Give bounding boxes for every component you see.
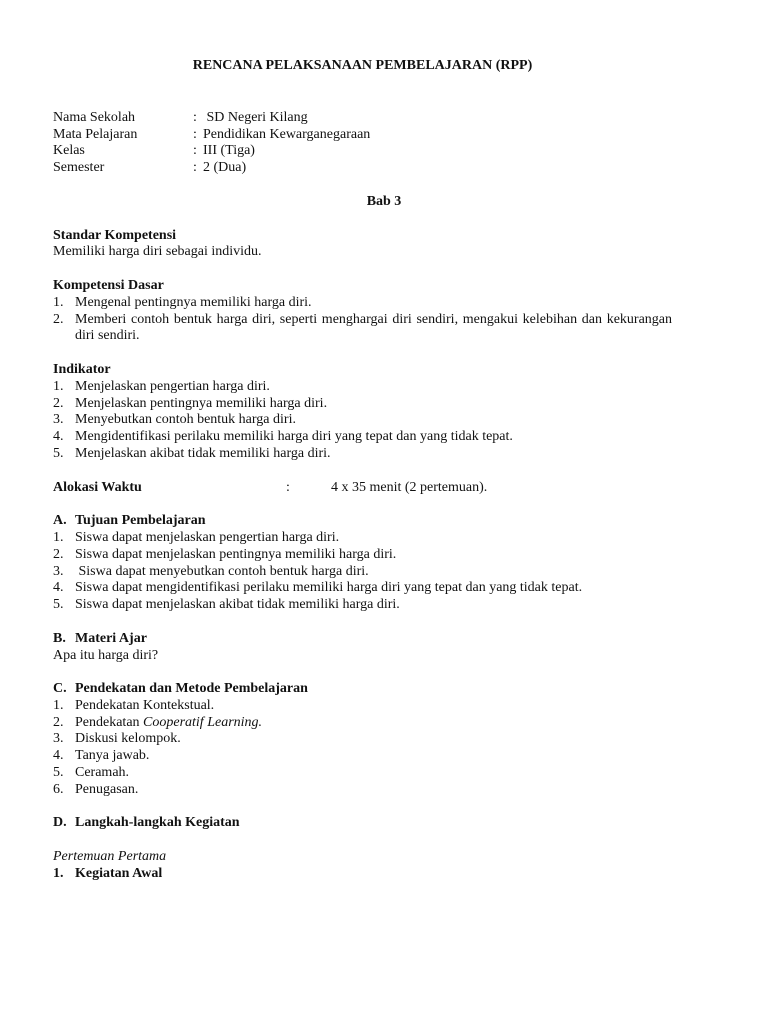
chapter-heading: Bab 3	[366, 193, 402, 209]
list-item	[53, 580, 672, 597]
list-text: Penugasan.	[75, 781, 139, 797]
kegiatan-awal-heading	[53, 866, 672, 883]
info-row-semester	[53, 160, 672, 177]
info-value: III (Tiga)	[203, 143, 255, 159]
list-number: 3.	[53, 563, 64, 579]
info-colon: :	[193, 143, 197, 159]
list-text: Diskusi kelompok.	[75, 731, 181, 747]
list-number: 6.	[53, 781, 64, 797]
list-item	[53, 446, 672, 463]
info-value: 2 (Dua)	[203, 160, 247, 176]
section-number: 1.	[53, 865, 64, 881]
list-text: Siswa dapat menjelaskan akibat tidak memiliki harga diri.	[75, 597, 400, 613]
materi-text: Apa itu harga diri?	[53, 647, 159, 663]
list-number: 5.	[53, 765, 64, 781]
tujuan-list	[53, 530, 672, 614]
list-item	[53, 379, 672, 396]
list-item	[53, 782, 672, 799]
standar-heading: Standar Kompetensi	[53, 227, 177, 243]
list-text: Menyebutkan contoh bentuk harga diri.	[75, 412, 296, 428]
indikator-heading: Indikator	[53, 361, 111, 377]
section-title: Langkah-langkah Kegiatan	[75, 815, 240, 831]
list-item	[53, 698, 672, 715]
list-text: Memberi contoh bentuk harga diri, seperti menghargai diri sendiri, mengakui kelebihan dan kekurangan diri sendiri.	[75, 311, 672, 344]
list-number: 4.	[53, 429, 64, 445]
list-item	[53, 765, 672, 782]
pendekatan-heading	[53, 681, 672, 698]
list-text: Ceramah.	[75, 765, 130, 781]
list-text	[75, 715, 672, 732]
list-number: 2.	[53, 395, 64, 411]
kompetensi-heading: Kompetensi Dasar	[53, 277, 164, 293]
list-text: Pendekatan Kontekstual.	[75, 697, 215, 713]
document-title: RENCANA PELAKSANAAN PEMBELAJARAN (RPP)	[192, 58, 533, 73]
list-item	[53, 597, 672, 614]
section-title: Pendekatan dan Metode Pembelajaran	[75, 681, 308, 697]
list-number: 5.	[53, 597, 64, 613]
list-text: Mengidentifikasi perilaku memiliki harga diri yang tepat dan yang tidak tepat.	[75, 429, 513, 445]
info-row-school	[53, 110, 672, 127]
materi-heading	[53, 631, 672, 648]
info-colon: :	[193, 109, 197, 125]
info-row-subject	[53, 127, 672, 144]
list-item	[53, 295, 672, 312]
list-item	[53, 731, 672, 748]
document-page	[53, 58, 672, 883]
info-value: Pendidikan Kewarganegaraan	[203, 126, 371, 142]
section-letter: C.	[53, 681, 67, 697]
list-item	[53, 715, 672, 732]
list-number: 2.	[53, 546, 64, 562]
list-text-italic: Cooperatif Learning.	[143, 714, 263, 730]
alokasi-waktu	[53, 480, 672, 497]
section-title: Tujuan Pembelajaran	[75, 513, 206, 529]
list-text: Menjelaskan pentingnya memiliki harga diri.	[75, 395, 328, 411]
standar-text: Memiliki harga diri sebagai individu.	[53, 244, 262, 260]
list-text: Menjelaskan pengertian harga diri.	[75, 378, 270, 394]
list-number: 4.	[53, 748, 64, 764]
section-letter: B.	[53, 630, 66, 646]
list-number: 1.	[53, 697, 64, 713]
list-item	[53, 429, 672, 446]
list-text: Tanya jawab.	[75, 748, 150, 764]
alokasi-label: Alokasi Waktu	[53, 479, 142, 495]
pendekatan-list	[53, 698, 672, 799]
list-number: 4.	[53, 580, 64, 596]
list-number: 2.	[53, 714, 64, 730]
list-text: Siswa dapat menyebutkan contoh bentuk harga diri.	[75, 563, 369, 579]
list-number: 1.	[53, 529, 64, 545]
info-label: Nama Sekolah	[53, 109, 136, 125]
list-number: 2.	[53, 311, 64, 327]
list-item	[53, 396, 672, 413]
indikator-list	[53, 379, 672, 463]
list-item	[53, 412, 672, 429]
list-item	[53, 530, 672, 547]
info-label: Kelas	[53, 143, 85, 159]
list-text: Siswa dapat menjelaskan pentingnya memiliki harga diri.	[75, 546, 397, 562]
info-value: SD Negeri Kilang	[203, 109, 308, 125]
school-info	[53, 110, 672, 177]
info-row-class	[53, 143, 672, 160]
list-text: Menjelaskan akibat tidak memiliki harga diri.	[75, 445, 331, 461]
list-item	[53, 547, 672, 564]
section-letter: A.	[53, 513, 67, 529]
pertemuan-label: Pertemuan Pertama	[53, 849, 167, 865]
section-title: Kegiatan Awal	[75, 865, 163, 881]
list-number: 1.	[53, 294, 64, 310]
list-number: 3.	[53, 412, 64, 428]
tujuan-heading	[53, 513, 672, 530]
list-item	[53, 312, 672, 346]
list-text: Mengenal pentingnya memiliki harga diri.	[75, 294, 312, 310]
info-colon: :	[193, 160, 197, 176]
langkah-heading	[53, 815, 672, 832]
list-item	[53, 564, 672, 581]
list-number: 1.	[53, 378, 64, 394]
info-label: Mata Pelajaran	[53, 126, 138, 142]
list-number: 3.	[53, 731, 64, 747]
info-label: Semester	[53, 160, 105, 176]
list-text-plain: Pendekatan	[75, 714, 144, 730]
list-number: 5.	[53, 445, 64, 461]
list-item	[53, 748, 672, 765]
list-text: Siswa dapat menjelaskan pengertian harga diri.	[75, 529, 340, 545]
alokasi-colon: :	[286, 479, 290, 495]
alokasi-value: 4 x 35 menit (2 pertemuan).	[331, 479, 488, 495]
section-title: Materi Ajar	[75, 630, 147, 646]
info-colon: :	[193, 126, 197, 142]
list-text: Siswa dapat mengidentifikasi perilaku memiliki harga diri yang tepat dan yang tidak tepat.	[75, 580, 583, 596]
section-letter: D.	[53, 815, 67, 831]
kompetensi-list	[53, 295, 672, 345]
